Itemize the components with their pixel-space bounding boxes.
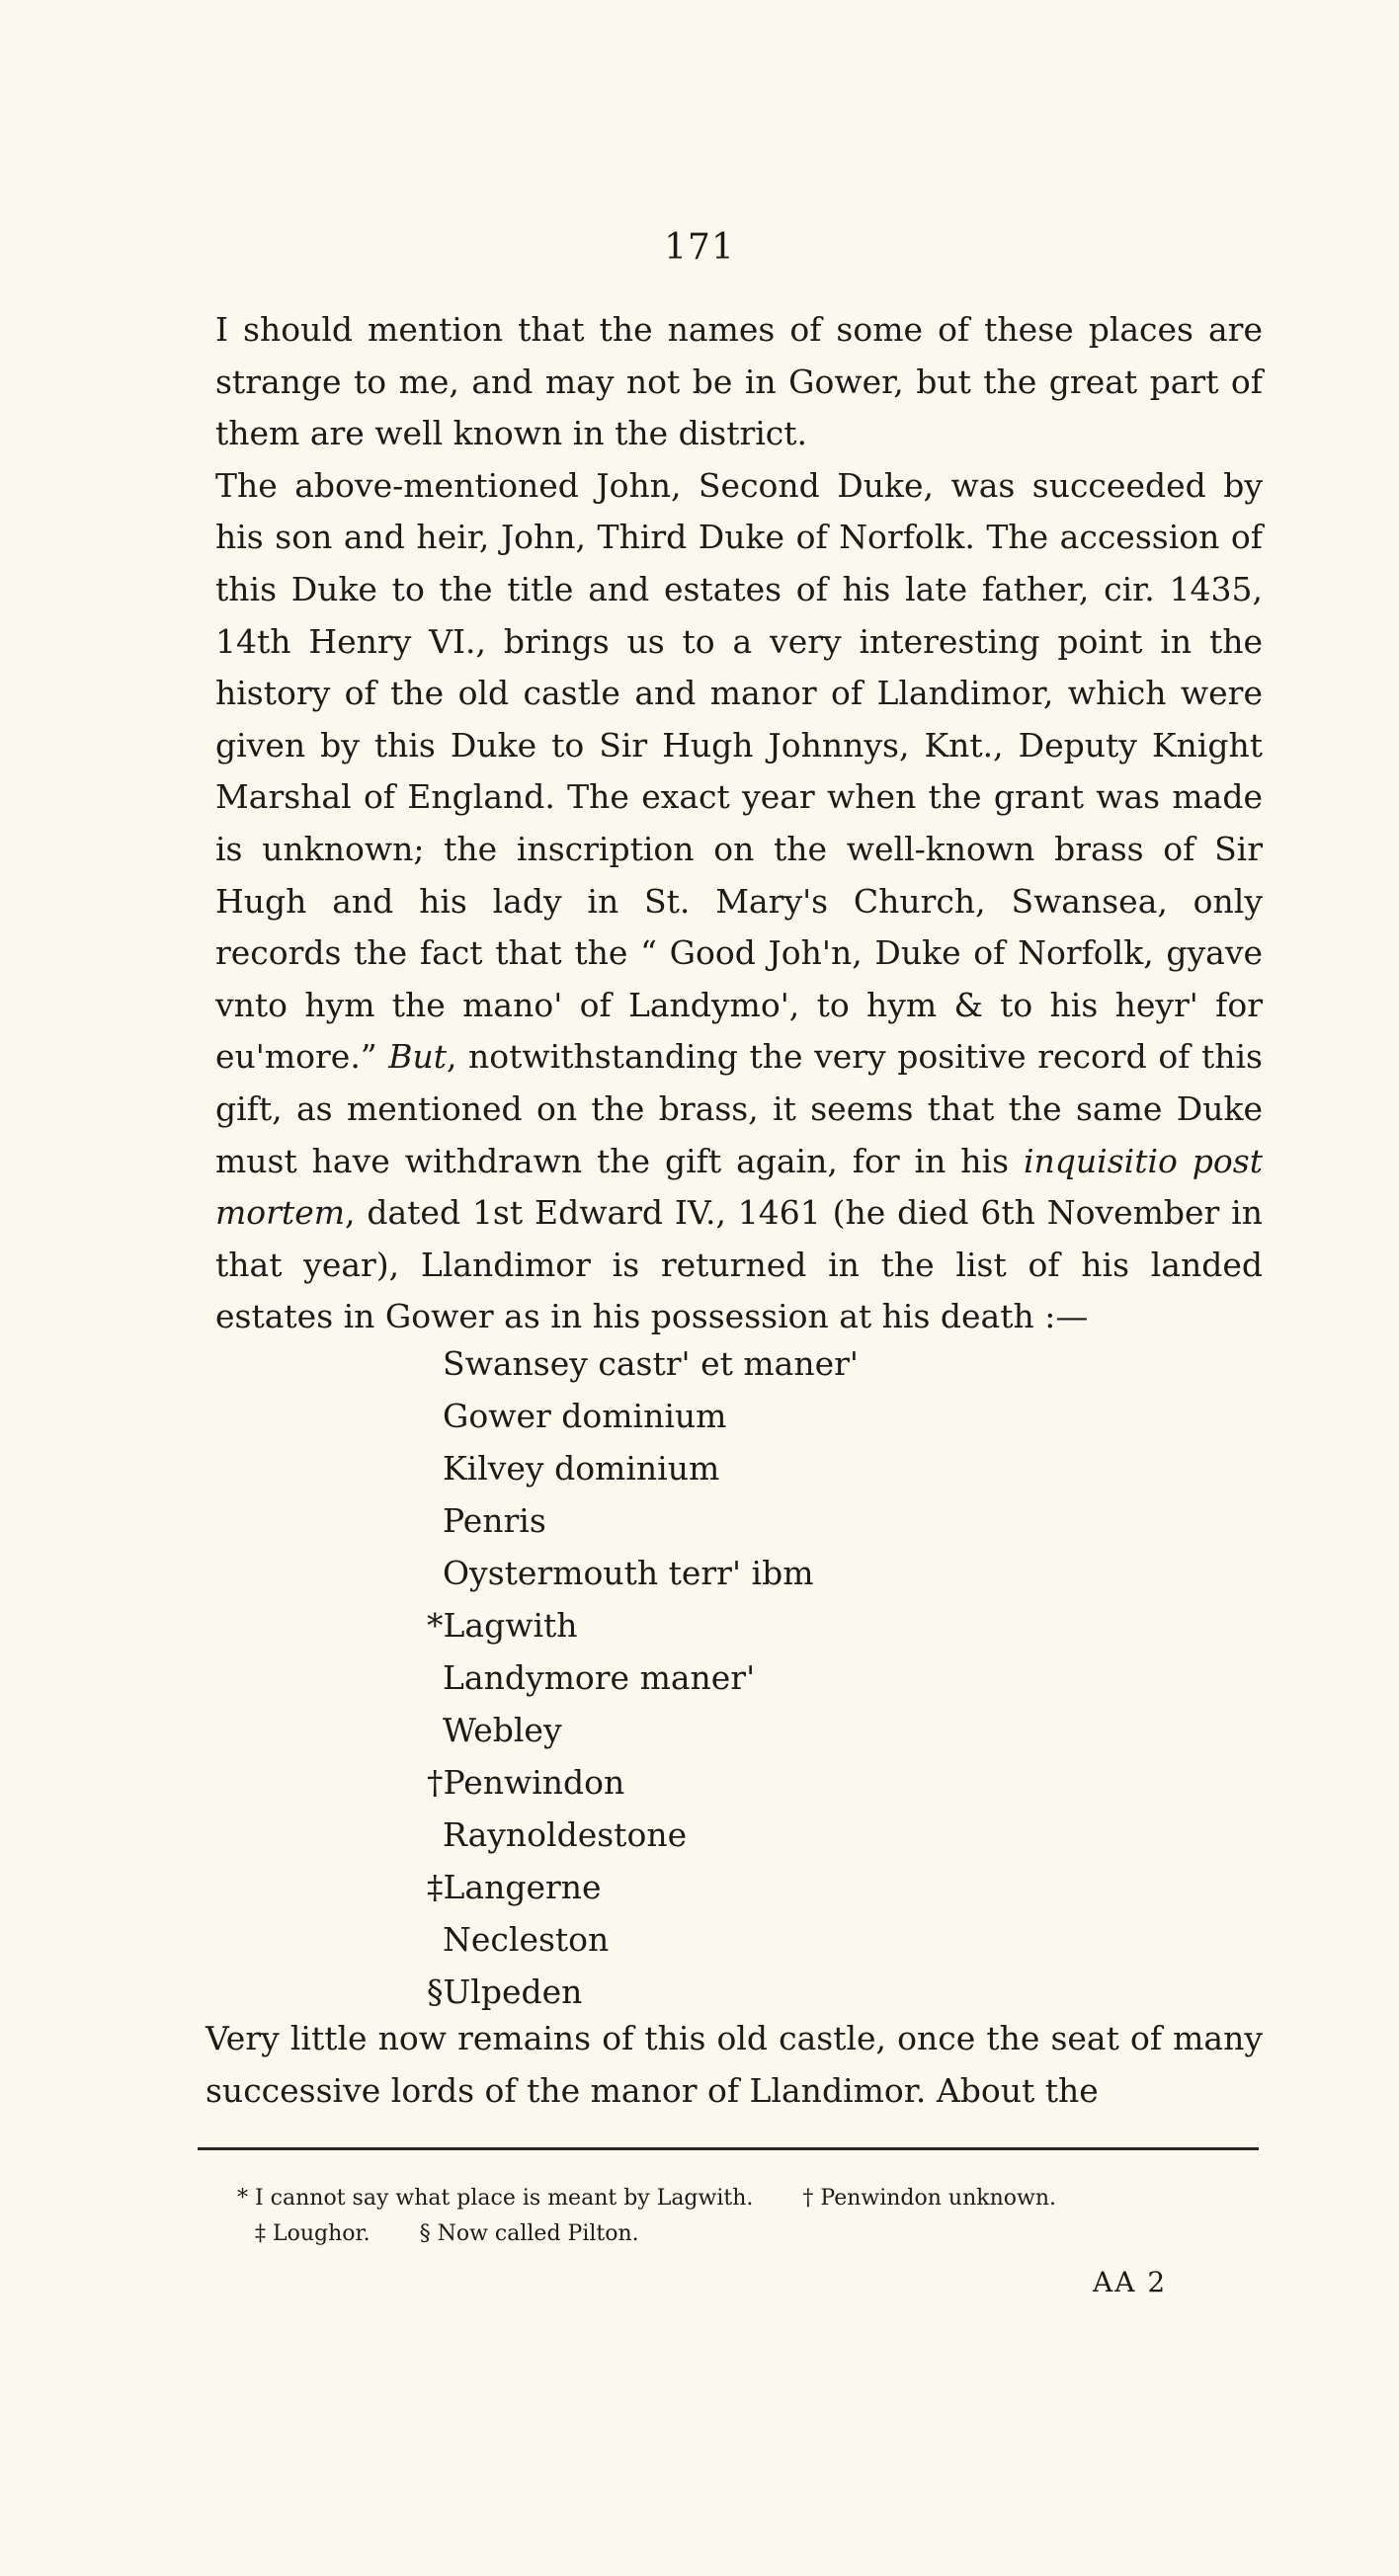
paragraph-2-latin-term: inquisitio post mortem <box>215 1141 1263 1233</box>
list-item: ‡Langerne <box>427 1868 602 1906</box>
paragraph-3: Very little now remains of this old castle, once the seat of many successive lords of the manor of Llandimor. About the <box>206 2019 1263 2110</box>
list-item: Gower dominium <box>443 1397 727 1435</box>
footnotes <box>237 2181 1245 2252</box>
list-item: Necleston <box>443 1920 610 1959</box>
list-item: Kilvey dominium <box>443 1449 720 1488</box>
list-item: *Lagwith <box>427 1606 578 1645</box>
paragraph-2 <box>215 460 1263 1343</box>
footnote-2: † Penwindon unknown. <box>802 2186 1056 2211</box>
list-item: Penris <box>443 1501 546 1540</box>
paragraph-2-part-2: , notwithstanding the very positive record of this gift, as mentioned on the brass, it seems that the same Duke must have withdrawn the gift again, for in his <box>215 1037 1263 1180</box>
footnote-4: § Now called Pilton. <box>419 2221 639 2246</box>
paragraph-1: I should mention that the names of some of these places are strange to me, and may not be in Gower, but the great part of them are well known in the district. <box>215 310 1263 453</box>
page-number: 171 <box>664 227 735 268</box>
estates-list <box>427 1337 859 2018</box>
list-item: Landymore maner' <box>443 1658 756 1697</box>
main-text <box>215 304 1263 1343</box>
footnote-3: ‡ Loughor. <box>255 2221 370 2246</box>
footnote-row-2 <box>237 2216 1245 2252</box>
list-item: Raynoldestone <box>443 1815 688 1854</box>
list-item: §Ulpeden <box>427 1972 583 2011</box>
list-item: Swansey castr' et maner' <box>443 1344 859 1383</box>
paragraph-2-but: But <box>388 1037 447 1077</box>
footnote-row-1 <box>237 2181 1245 2216</box>
paragraph-2-part-3: , dated 1st Edward IV., 1461 (he died 6th November in that year), Llandimor is returned in the list of his landed estates in Gower as in his possession at his death :— <box>215 1193 1263 1336</box>
paragraph-2-part-1: The above-mentioned John, Second Duke, was succeeded by his son and heir, John, Third Duke of Norfolk. The accession of this Duke to the title and estates of his late father, cir. 1435, 14th Henry VI., brings us to a very interesting point in the history of the old castle and manor of Llandimor, which were given by this Duke to Sir Hugh Johnnys, Knt., Deputy Knight Marshal of England. The exact year when the grant was made is unknown; the inscription on the well-known brass of Sir Hugh and his lady in St. Mary's Church, Swansea, only records the fact that the “ Good Joh'n, Duke of Norfolk, gyave vnto hym the mano' of Landymo', to hym & to his heyr' for eu'more.” <box>215 465 1263 1077</box>
list-item: Webley <box>443 1711 562 1749</box>
footnote-divider <box>198 2147 1259 2150</box>
footnote-1: * I cannot say what place is meant by Lagwith. <box>237 2186 754 2211</box>
list-item: †Penwindon <box>427 1763 625 1802</box>
signature-mark: AA 2 <box>1093 2266 1168 2298</box>
list-item: Oystermouth terr' ibm <box>443 1554 814 1592</box>
